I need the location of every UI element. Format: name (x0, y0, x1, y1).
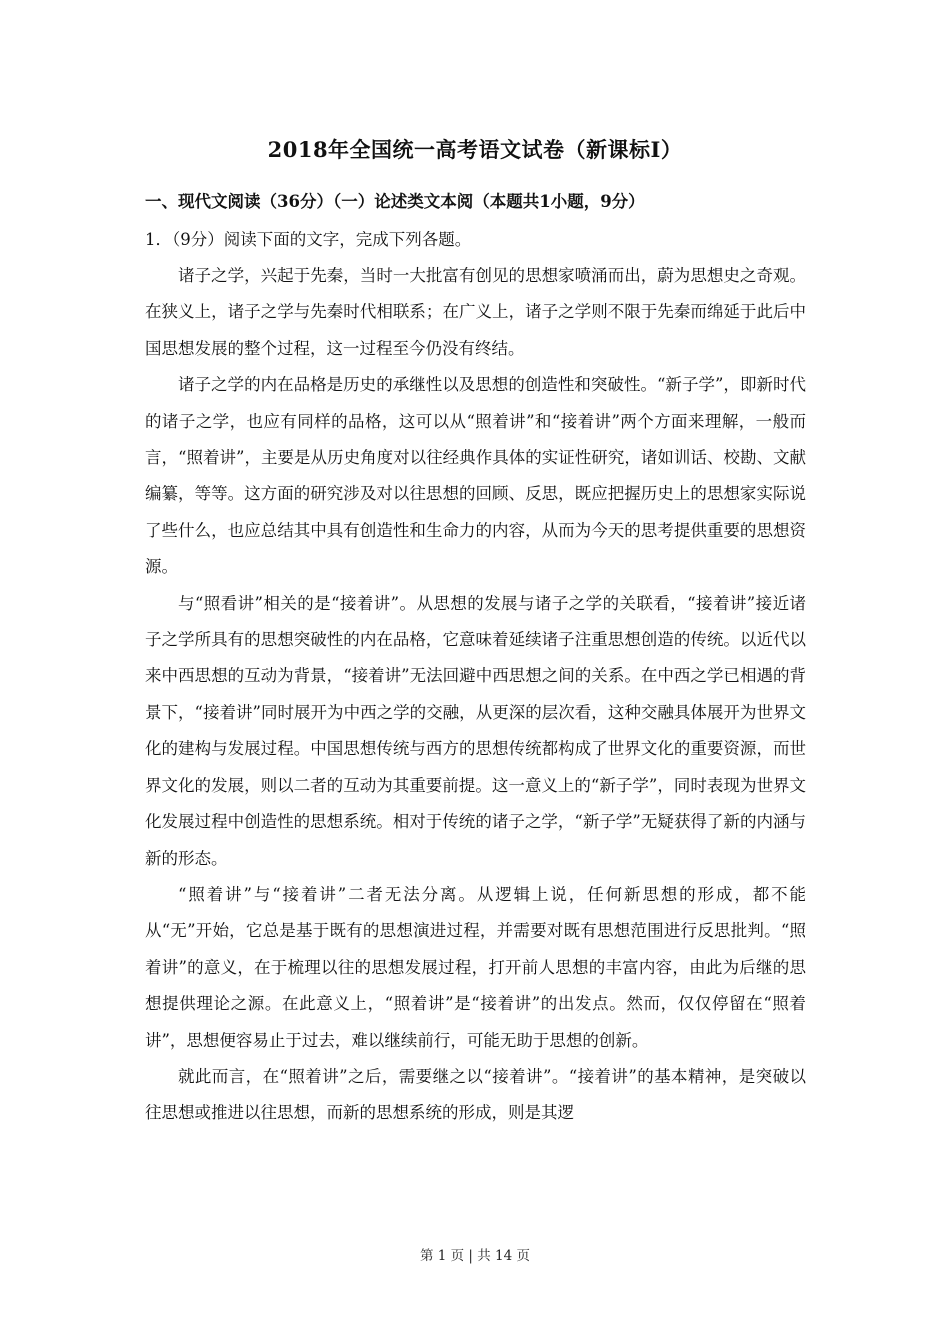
question-stem: 1．（9分）阅读下面的文字，完成下列各题。 (145, 230, 472, 249)
reading-passage (145, 258, 806, 1132)
exam-title: 2018年全国统一高考语文试卷（新课标Ⅰ） (267, 137, 683, 162)
passage-paragraph: “照着讲”与“接着讲”二者无法分离。从逻辑上说，任何新思想的形成，都不能从“无”开始，它总是基于既有的思想演进过程，并需要对既有思想范围进行反思批判。“照着讲”的意义，在于梳理以往的思想发展过程，打开前人思想的丰富内容，由此为后继的思想提供理论之源。在此意义上，“照着讲”是“接着讲”的出发点。然而，仅仅停留在“照着讲”，思想便容易止于过去，难以继续前行，可能无助于思想的创新。 (145, 884, 806, 1050)
section-heading: 一、现代文阅读（36分）（一）论述类文本阅（本题共1小题，9分） (145, 192, 645, 211)
passage-paragraph: 诸子之学，兴起于先秦，当时一大批富有创见的思想家喷涌而出，蔚为思想史之奇观。在狭义上，诸子之学与先秦时代相联系；在广义上，诸子之学则不限于先秦而绵延于此后中国思想发展的整个过程，这一过程至今仍没有终结。 (145, 266, 806, 358)
page-footer: 第 1 页 | 共 14 页 (419, 1248, 531, 1264)
passage-paragraph: 与“照看讲”相关的是“接着讲”。从思想的发展与诸子之学的关联看，“接着讲”接近诸子之学所具有的思想突破性的内在品格，它意味着延续诸子注重思想创造的传统。以近代以来中西思想的互动为背景，“接着讲”无法回避中西思想之间的关系。在中西之学已相遇的背景下，“接着讲”同时展开为中西之学的交融，从更深的层次看，这种交融具体展开为世界文化的建构与发展过程。中国思想传统与西方的思想传统都构成了世界文化的重要资源，而世界文化的发展，则以二者的互动为其重要前提。这一意义上的“新子学”，同时表现为世界文化发展过程中创造性的思想系统。相对于传统的诸子之学，“新子学”无疑获得了新的内涵与新的形态。 (145, 593, 806, 868)
passage-paragraph: 诸子之学的内在品格是历史的承继性以及思想的创造性和突破性。“新子学”，即新时代的诸子之学，也应有同样的品格，这可以从“照着讲”和“接着讲”两个方面来理解，一般而言，“照着讲”，主要是从历史角度对以往经典作具体的实证性研究，诸如训话、校勘、文献编纂，等等。这方面的研究涉及对以往思想的回顾、反思，既应把握历史上的思想家实际说了些什么，也应总结其中具有创造性和生命力的内容，从而为今天的思考提供重要的思想资源。 (145, 375, 806, 577)
passage-paragraph: 就此而言，在“照着讲”之后，需要继之以“接着讲”。“接着讲”的基本精神，是突破以往思想或推进以往思想，而新的思想系统的形成，则是其逻 (145, 1066, 806, 1123)
